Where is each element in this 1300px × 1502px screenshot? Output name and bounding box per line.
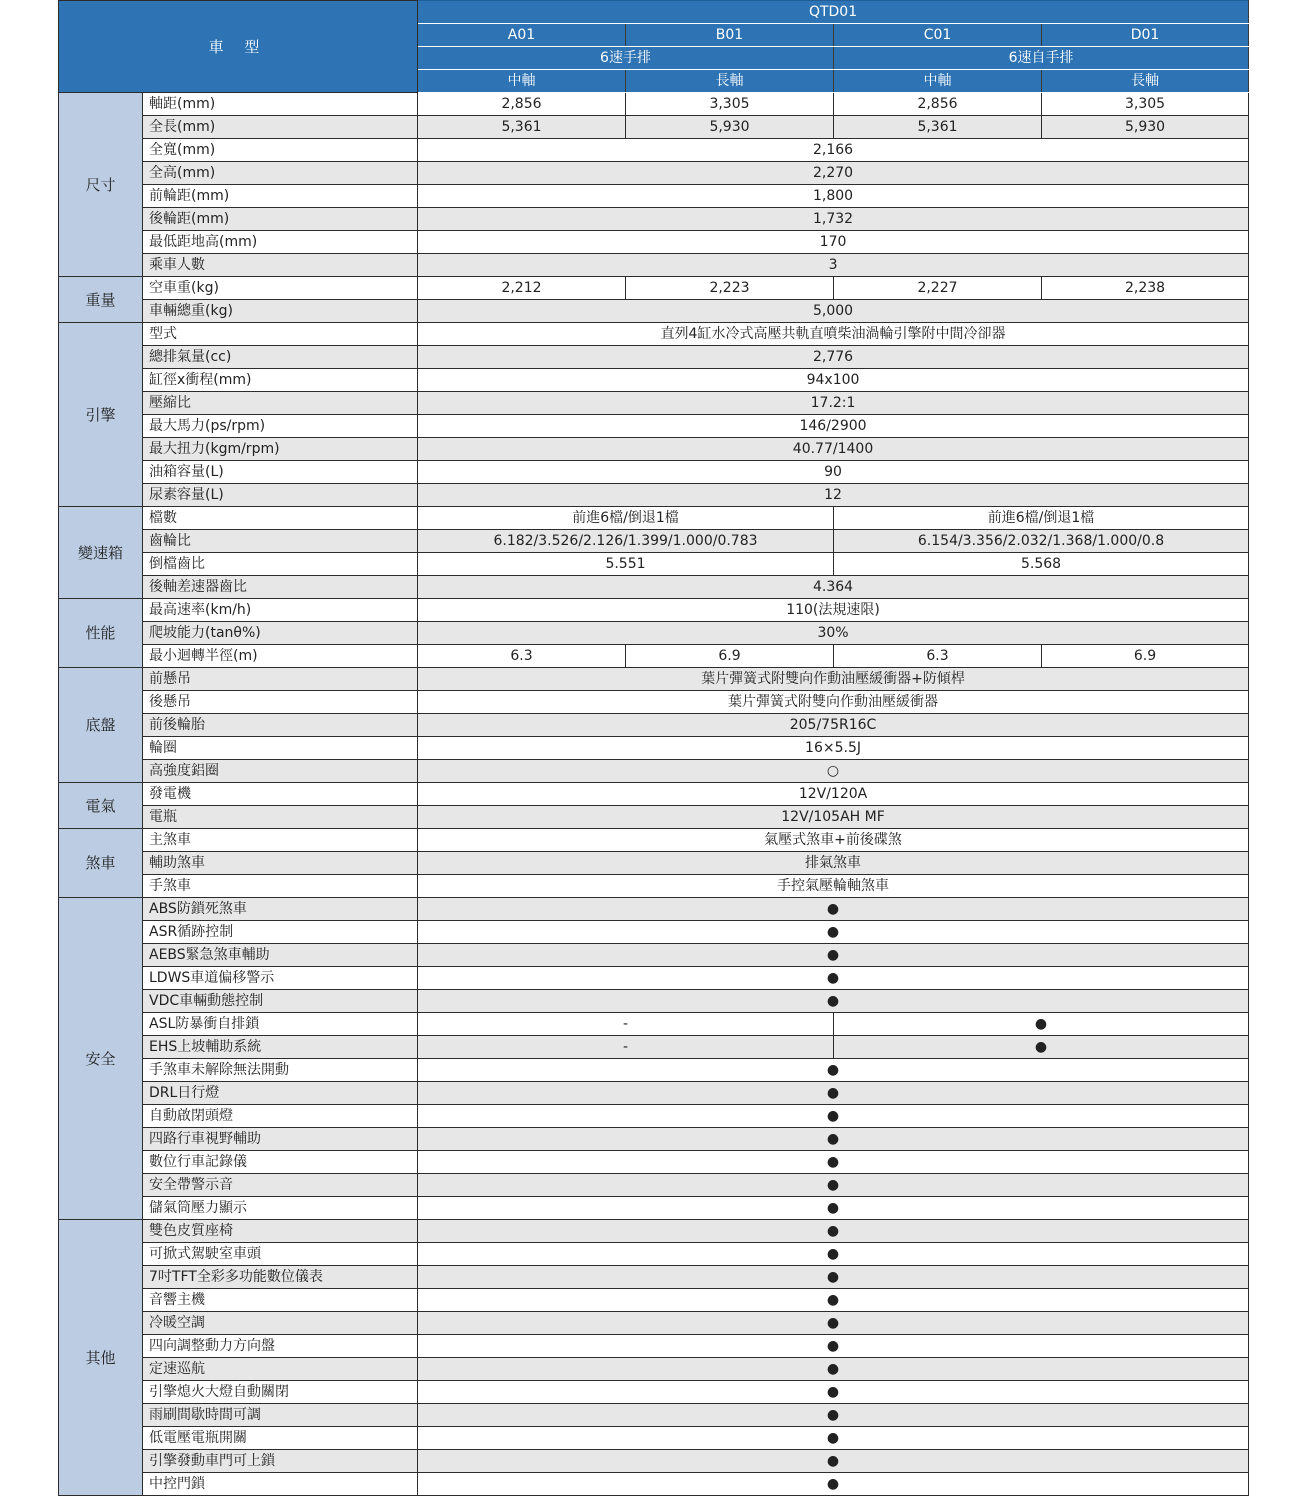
spec-label: 最高速率(km/h) xyxy=(143,599,418,622)
spec-label: 全長(mm) xyxy=(143,116,418,139)
category-label: 變速箱 xyxy=(59,507,143,599)
spec-value: ● xyxy=(418,1289,1249,1312)
spec-label: 車輛總重(kg) xyxy=(143,300,418,323)
spec-label: 電瓶 xyxy=(143,806,418,829)
spec-row xyxy=(59,162,1249,185)
spec-label: 全寬(mm) xyxy=(143,139,418,162)
spec-value: ● xyxy=(418,1105,1249,1128)
spec-label: 前後輪胎 xyxy=(143,714,418,737)
spec-value: 146/2900 xyxy=(418,415,1249,438)
spec-value: ● xyxy=(418,1427,1249,1450)
spec-value: ● xyxy=(418,1335,1249,1358)
spec-label: ASR循跡控制 xyxy=(143,921,418,944)
spec-label: 7吋TFT全彩多功能數位儀表 xyxy=(143,1266,418,1289)
spec-value: 2,227 xyxy=(834,277,1042,300)
spec-row xyxy=(59,346,1249,369)
spec-label: VDC車輛動態控制 xyxy=(143,990,418,1013)
spec-row xyxy=(59,1082,1249,1105)
spec-value: ● xyxy=(418,1381,1249,1404)
spec-value: ● xyxy=(834,1013,1249,1036)
spec-row xyxy=(59,323,1249,346)
spec-row xyxy=(59,1473,1249,1496)
spec-row xyxy=(59,898,1249,921)
spec-value: ● xyxy=(418,967,1249,990)
spec-value: ● xyxy=(418,1404,1249,1427)
spec-value: 手控氣壓輪軸煞車 xyxy=(418,875,1249,898)
spec-label: 前懸吊 xyxy=(143,668,418,691)
spec-value: ● xyxy=(418,1450,1249,1473)
spec-value: 前進6檔/倒退1檔 xyxy=(418,507,834,530)
category-label: 底盤 xyxy=(59,668,143,783)
spec-label: 全高(mm) xyxy=(143,162,418,185)
spec-table xyxy=(58,0,1249,1496)
spec-value: 前進6檔/倒退1檔 xyxy=(834,507,1249,530)
spec-row xyxy=(59,1036,1249,1059)
spec-label: 齒輪比 xyxy=(143,530,418,553)
spec-label: 檔數 xyxy=(143,507,418,530)
spec-label: 壓縮比 xyxy=(143,392,418,415)
spec-value: 2,166 xyxy=(418,139,1249,162)
wheelbase-type: 中軸 xyxy=(834,70,1042,93)
spec-row xyxy=(59,599,1249,622)
spec-row xyxy=(59,1059,1249,1082)
spec-row xyxy=(59,1404,1249,1427)
spec-value: ● xyxy=(418,898,1249,921)
spec-label: 高強度鋁圈 xyxy=(143,760,418,783)
spec-label: 後懸吊 xyxy=(143,691,418,714)
series-code: QTD01 xyxy=(418,1,1249,24)
spec-value: ● xyxy=(418,1266,1249,1289)
spec-label: 雙色皮質座椅 xyxy=(143,1220,418,1243)
category-label: 煞車 xyxy=(59,829,143,898)
spec-value: ○ xyxy=(418,760,1249,783)
spec-row xyxy=(59,852,1249,875)
spec-value: 170 xyxy=(418,231,1249,254)
spec-value: 5,361 xyxy=(418,116,626,139)
spec-value: 12 xyxy=(418,484,1249,507)
spec-value: 90 xyxy=(418,461,1249,484)
spec-value: ● xyxy=(418,1128,1249,1151)
spec-row xyxy=(59,1312,1249,1335)
spec-value: ● xyxy=(418,1151,1249,1174)
spec-value: 5.568 xyxy=(834,553,1249,576)
spec-row xyxy=(59,553,1249,576)
spec-value: 6.154/3.356/2.032/1.368/1.000/0.8 xyxy=(834,530,1249,553)
model-code: C01 xyxy=(834,24,1042,47)
spec-value: ● xyxy=(418,1059,1249,1082)
spec-value: ● xyxy=(418,1473,1249,1496)
spec-value: 205/75R16C xyxy=(418,714,1249,737)
spec-label: 自動啟閉頭燈 xyxy=(143,1105,418,1128)
category-label: 其他 xyxy=(59,1220,143,1496)
spec-row xyxy=(59,829,1249,852)
spec-row xyxy=(59,1128,1249,1151)
spec-value: 3 xyxy=(418,254,1249,277)
spec-value: 4.364 xyxy=(418,576,1249,599)
spec-value: 5,930 xyxy=(626,116,834,139)
spec-row xyxy=(59,415,1249,438)
spec-label: 冷暖空調 xyxy=(143,1312,418,1335)
spec-row xyxy=(59,967,1249,990)
spec-value: 氣壓式煞車+前後碟煞 xyxy=(418,829,1249,852)
spec-row xyxy=(59,139,1249,162)
spec-value: 2,212 xyxy=(418,277,626,300)
spec-value: - xyxy=(418,1013,834,1036)
spec-row xyxy=(59,369,1249,392)
spec-row xyxy=(59,507,1249,530)
spec-label: 手煞車未解除無法開動 xyxy=(143,1059,418,1082)
spec-label: 最小迴轉半徑(m) xyxy=(143,645,418,668)
spec-row xyxy=(59,530,1249,553)
spec-label: 音響主機 xyxy=(143,1289,418,1312)
spec-row xyxy=(59,668,1249,691)
spec-row xyxy=(59,392,1249,415)
spec-value: 葉片彈簧式附雙向作動油壓緩衝器 xyxy=(418,691,1249,714)
spec-row xyxy=(59,484,1249,507)
spec-value: 6.9 xyxy=(1042,645,1249,668)
spec-value: 110(法規速限) xyxy=(418,599,1249,622)
spec-value: 16×5.5J xyxy=(418,737,1249,760)
spec-label: ASL防暴衝自排鎖 xyxy=(143,1013,418,1036)
spec-label: 最大馬力(ps/rpm) xyxy=(143,415,418,438)
spec-value: 6.3 xyxy=(418,645,626,668)
category-label: 引擎 xyxy=(59,323,143,507)
model-code: D01 xyxy=(1042,24,1249,47)
spec-row xyxy=(59,300,1249,323)
spec-value: 12V/105AH MF xyxy=(418,806,1249,829)
spec-label: 主煞車 xyxy=(143,829,418,852)
spec-row xyxy=(59,806,1249,829)
transmission-type: 6速手排 xyxy=(418,47,834,70)
wheelbase-type: 中軸 xyxy=(418,70,626,93)
spec-value: - xyxy=(418,1036,834,1059)
spec-label: 最低距地高(mm) xyxy=(143,231,418,254)
spec-value: 6.3 xyxy=(834,645,1042,668)
spec-row xyxy=(59,1013,1249,1036)
spec-label: 數位行車記錄儀 xyxy=(143,1151,418,1174)
spec-label: 型式 xyxy=(143,323,418,346)
spec-row xyxy=(59,921,1249,944)
spec-label: 倒檔齒比 xyxy=(143,553,418,576)
spec-label: 引擎熄火大燈自動關閉 xyxy=(143,1381,418,1404)
spec-value: ● xyxy=(418,1082,1249,1105)
spec-value: 40.77/1400 xyxy=(418,438,1249,461)
spec-row xyxy=(59,1266,1249,1289)
spec-value: 2,856 xyxy=(418,93,626,116)
category-label: 電氣 xyxy=(59,783,143,829)
spec-value: 1,732 xyxy=(418,208,1249,231)
spec-value: 6.9 xyxy=(626,645,834,668)
wheelbase-type: 長軸 xyxy=(626,70,834,93)
spec-row xyxy=(59,116,1249,139)
spec-label: 手煞車 xyxy=(143,875,418,898)
spec-value: ● xyxy=(418,1174,1249,1197)
spec-row xyxy=(59,737,1249,760)
spec-label: 空車重(kg) xyxy=(143,277,418,300)
spec-value: 5,930 xyxy=(1042,116,1249,139)
spec-row xyxy=(59,944,1249,967)
spec-label: 軸距(mm) xyxy=(143,93,418,116)
spec-label: 四路行車視野輔助 xyxy=(143,1128,418,1151)
spec-value: 17.2:1 xyxy=(418,392,1249,415)
spec-row xyxy=(59,185,1249,208)
spec-value: ● xyxy=(418,1358,1249,1381)
spec-row xyxy=(59,1289,1249,1312)
transmission-type: 6速自手排 xyxy=(834,47,1249,70)
spec-label: 油箱容量(L) xyxy=(143,461,418,484)
spec-row xyxy=(59,1450,1249,1473)
model-label: 車 型 xyxy=(59,1,418,93)
spec-label: 後軸差速器齒比 xyxy=(143,576,418,599)
spec-value: ● xyxy=(418,1312,1249,1335)
spec-label: 引擎發動車門可上鎖 xyxy=(143,1450,418,1473)
spec-row xyxy=(59,714,1249,737)
spec-label: 儲氣筒壓力顯示 xyxy=(143,1197,418,1220)
model-code: A01 xyxy=(418,24,626,47)
spec-row xyxy=(59,1381,1249,1404)
spec-label: 雨刷間歇時間可調 xyxy=(143,1404,418,1427)
header-row-series xyxy=(59,1,1249,24)
spec-value: 2,223 xyxy=(626,277,834,300)
spec-label: 乘車人數 xyxy=(143,254,418,277)
spec-value: 1,800 xyxy=(418,185,1249,208)
spec-label: AEBS緊急煞車輔助 xyxy=(143,944,418,967)
spec-row xyxy=(59,1220,1249,1243)
spec-value: 3,305 xyxy=(626,93,834,116)
spec-label: ABS防鎖死煞車 xyxy=(143,898,418,921)
spec-value: 3,305 xyxy=(1042,93,1249,116)
spec-row xyxy=(59,760,1249,783)
spec-value: 94x100 xyxy=(418,369,1249,392)
spec-value: 5,361 xyxy=(834,116,1042,139)
spec-row xyxy=(59,438,1249,461)
spec-label: 後輪距(mm) xyxy=(143,208,418,231)
spec-row xyxy=(59,1105,1249,1128)
spec-row xyxy=(59,622,1249,645)
spec-row xyxy=(59,1151,1249,1174)
spec-row xyxy=(59,1197,1249,1220)
category-label: 性能 xyxy=(59,599,143,668)
spec-value: 葉片彈簧式附雙向作動油壓緩衝器+防傾桿 xyxy=(418,668,1249,691)
spec-label: 可掀式駕駛室車頭 xyxy=(143,1243,418,1266)
spec-row xyxy=(59,691,1249,714)
spec-label: 缸徑x衝程(mm) xyxy=(143,369,418,392)
spec-value: ● xyxy=(418,1197,1249,1220)
spec-value: 2,776 xyxy=(418,346,1249,369)
spec-label: 安全帶警示音 xyxy=(143,1174,418,1197)
spec-row xyxy=(59,254,1249,277)
spec-value: ● xyxy=(418,1243,1249,1266)
spec-value: 直列4缸水冷式高壓共軌直噴柴油渦輪引擎附中間冷卻器 xyxy=(418,323,1249,346)
spec-label: EHS上坡輔助系統 xyxy=(143,1036,418,1059)
model-code: B01 xyxy=(626,24,834,47)
spec-value: 6.182/3.526/2.126/1.399/1.000/0.783 xyxy=(418,530,834,553)
spec-row xyxy=(59,576,1249,599)
spec-value: 2,856 xyxy=(834,93,1042,116)
spec-row xyxy=(59,783,1249,806)
spec-row xyxy=(59,461,1249,484)
spec-row xyxy=(59,1174,1249,1197)
spec-value: 2,270 xyxy=(418,162,1249,185)
spec-label: LDWS車道偏移警示 xyxy=(143,967,418,990)
spec-label: 輪圈 xyxy=(143,737,418,760)
category-label: 尺寸 xyxy=(59,93,143,277)
wheelbase-type: 長軸 xyxy=(1042,70,1249,93)
spec-value: 5,000 xyxy=(418,300,1249,323)
spec-value: ● xyxy=(418,921,1249,944)
spec-label: 爬坡能力(tanθ%) xyxy=(143,622,418,645)
spec-row xyxy=(59,1427,1249,1450)
spec-label: DRL日行燈 xyxy=(143,1082,418,1105)
spec-value: ● xyxy=(418,944,1249,967)
spec-row xyxy=(59,1335,1249,1358)
spec-label: 低電壓電瓶開關 xyxy=(143,1427,418,1450)
spec-label: 四向調整動力方向盤 xyxy=(143,1335,418,1358)
spec-label: 定速巡航 xyxy=(143,1358,418,1381)
category-label: 安全 xyxy=(59,898,143,1220)
spec-label: 前輪距(mm) xyxy=(143,185,418,208)
spec-label: 發電機 xyxy=(143,783,418,806)
spec-row xyxy=(59,875,1249,898)
spec-label: 中控門鎖 xyxy=(143,1473,418,1496)
spec-row xyxy=(59,208,1249,231)
spec-row xyxy=(59,1358,1249,1381)
spec-row xyxy=(59,231,1249,254)
spec-label: 輔助煞車 xyxy=(143,852,418,875)
spec-row xyxy=(59,93,1249,116)
spec-value: 12V/120A xyxy=(418,783,1249,806)
spec-value: 排氣煞車 xyxy=(418,852,1249,875)
spec-label: 最大扭力(kgm/rpm) xyxy=(143,438,418,461)
spec-value: ● xyxy=(418,990,1249,1013)
spec-label: 尿素容量(L) xyxy=(143,484,418,507)
spec-value: ● xyxy=(834,1036,1249,1059)
spec-value: 5.551 xyxy=(418,553,834,576)
spec-row xyxy=(59,277,1249,300)
spec-row xyxy=(59,645,1249,668)
spec-row xyxy=(59,990,1249,1013)
spec-value: 30% xyxy=(418,622,1249,645)
spec-value: 2,238 xyxy=(1042,277,1249,300)
spec-value: ● xyxy=(418,1220,1249,1243)
spec-row xyxy=(59,1243,1249,1266)
category-label: 重量 xyxy=(59,277,143,323)
spec-label: 總排氣量(cc) xyxy=(143,346,418,369)
